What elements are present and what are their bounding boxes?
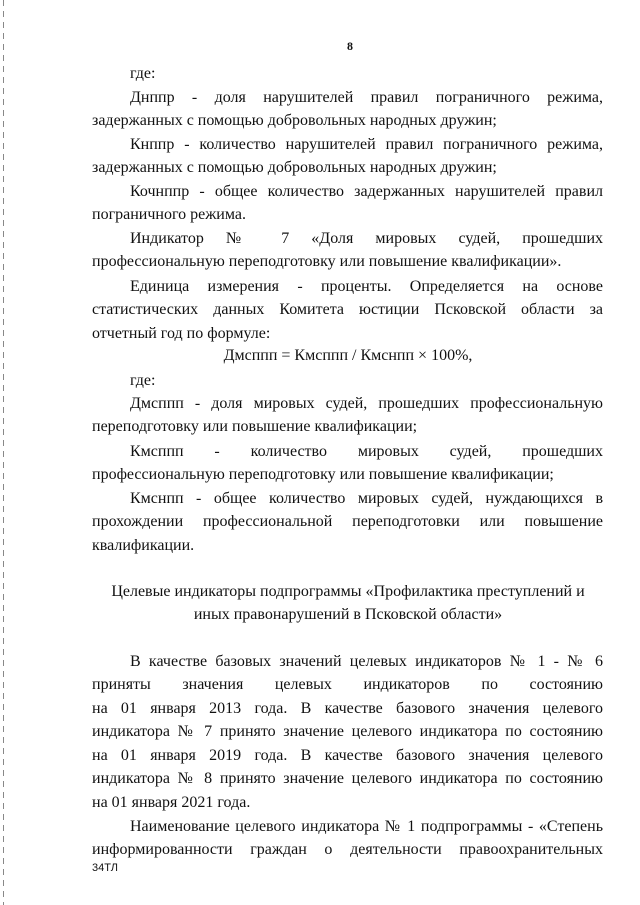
text-line: где: bbox=[130, 372, 156, 389]
text-line: задержанных с помощью добровольных народных дружин; bbox=[92, 112, 497, 129]
text-line: Днппр - доля нарушителей правил пограничного режима, bbox=[130, 89, 603, 106]
text-line: Кнппр - количество нарушителей правил пограничного режима, bbox=[130, 136, 603, 153]
text-line: индикатора № 7 принято значение целевого индикатора по состоянию bbox=[92, 723, 603, 740]
scan-edge bbox=[3, 0, 4, 905]
text-line: Единица измерения - проценты. Определяется на основе bbox=[130, 278, 603, 295]
text-line: на 01 января 2013 года. В качестве базового значения целевого bbox=[92, 700, 603, 717]
footer-mark: 34ТЛ bbox=[92, 862, 118, 874]
text-line: информированности граждан о деятельности правоохранительных bbox=[92, 841, 603, 858]
text-line: на 01 января 2019 года. В качестве базового значения целевого bbox=[92, 747, 603, 764]
text-line: профессиональную переподготовку или повышение квалификации». bbox=[92, 253, 562, 270]
text-line: переподготовку или повышение квалификации; bbox=[92, 418, 418, 435]
text-line: Кмсппп - количество мировых судей, прошедших bbox=[130, 443, 603, 460]
text-line: квалификации. bbox=[92, 537, 195, 554]
text-line: Индикатор № 7 «Доля мировых судей, прошедших bbox=[130, 230, 603, 247]
text-line: прохождении профессиональной переподготовки или повышение bbox=[92, 513, 603, 530]
text-line: Дмсппп - доля мировых судей, прошедших профессиональную bbox=[130, 395, 603, 412]
text-line: задержанных с помощью добровольных народных дружин; bbox=[92, 159, 497, 176]
text-line: пограничного режима. bbox=[92, 206, 246, 223]
text-line: статистических данных Комитета юстиции Псковской области за bbox=[92, 301, 603, 318]
formula: Дмсппп = Кмсппп / Кмснпп × 100%, bbox=[223, 347, 473, 364]
text-line: Наименование целевого индикатора № 1 подпрограммы - «Степень bbox=[130, 818, 603, 835]
text-line: отчетный год по формуле: bbox=[92, 325, 271, 342]
text-line: индикатора № 8 принято значение целевого индикатора по состоянию bbox=[92, 770, 603, 787]
text-line: на 01 января 2021 года. bbox=[92, 794, 251, 811]
text-line: приняты значения целевых индикаторов по состоянию bbox=[92, 676, 603, 693]
section-heading: Целевые индикаторы подпрограммы «Профилактика преступлений и bbox=[111, 583, 585, 600]
text-line: Кмснпп - общее количество мировых судей, нуждающихся в bbox=[130, 490, 603, 507]
text-line: В качестве базовых значений целевых индикаторов № 1 - № 6 bbox=[130, 653, 603, 670]
page-number: 8 bbox=[347, 39, 353, 53]
text-line: профессиональную переподготовку или повышение квалификации; bbox=[92, 466, 554, 483]
text-line: где: bbox=[130, 65, 156, 82]
section-heading: иных правонарушений в Псковской области» bbox=[193, 606, 503, 623]
text-line: Кочнппр - общее количество задержанных нарушителей правил bbox=[130, 183, 603, 200]
